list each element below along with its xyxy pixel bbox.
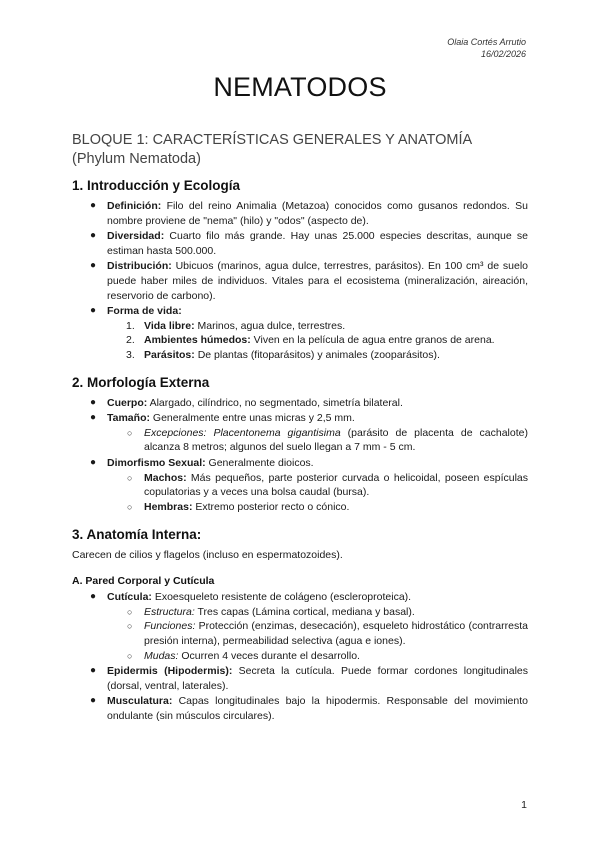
document-meta [447, 36, 526, 60]
bullet-icon: ● [90, 260, 97, 272]
subsection-heading-pared: A. Pared Corporal y Cutícula [72, 575, 215, 588]
forma-vida-list [107, 319, 528, 363]
anatomia-intro: Carecen de cilios y flagelos (incluso en espermatozoides). [72, 549, 343, 562]
document-date: 16/02/2026 [480, 49, 526, 59]
bullet-icon: ● [90, 200, 97, 211]
circle-bullet-icon: ○ [127, 606, 133, 617]
list-item: 2. Ambientes húmedos: Viven en la película de agua entre granos de arena. [126, 334, 495, 347]
list-item: ● Dimorfismo Sexual: Generalmente dioicos. ○ Machos: Más pequeños, parte posterior curvada o helicoidal, poseen espículas copulatorias y a veces una bolsa caudal (bursa). ○ Hembras: Extremo posterior recto o cónico. [90, 456, 528, 513]
bullet-icon: ● [90, 695, 97, 707]
list-item: ● Definición: Filo del reino Animalia (Metazoa) conocidos como gusanos redondos. Su nombre proviene de "nema" (hilo) y "odos" (aspecto de). [90, 200, 528, 227]
circle-bullet-icon: ○ [127, 650, 133, 661]
morfologia-list [72, 396, 528, 515]
section-heading-morfologia: 2. Morfología Externa [72, 374, 210, 390]
pared-list [72, 590, 528, 723]
author-name: Olaia Cortés Arrutio [447, 37, 526, 47]
circle-bullet-icon: ○ [127, 427, 133, 438]
list-item: ○ Hembras: Extremo posterior recto o cónico. [127, 500, 350, 513]
list-item: ● Distribución: Ubicuos (marinos, agua dulce, terrestres, parásitos). En 100 cm³ de suelo puede haber miles de individuos. Vitales para el ecosistema (mineralización, aireación, reservorio de carbono). [90, 260, 528, 302]
list-item: ○ Machos: Más pequeños, parte posterior curvada o helicoidal, poseen espículas copulatorias y a veces una bolsa caudal (bursa). [127, 471, 528, 499]
circle-bullet-icon: ○ [127, 501, 133, 512]
list-item: ● Cutícula: Exoesqueleto resistente de colágeno (escleroproteica). ○ Estructura: Tres capas (Lámina cortical, mediana y basal). ○ Funciones: Protección (enzimas, desecación), esqueleto hidrostático (contrarresta presión interna), permeabilidad selectiva (agua e iones). ○ Mudas: Ocurren 4 veces durante el desarrollo. [90, 591, 528, 662]
bullet-icon: ● [90, 591, 97, 603]
list-item: ● Epidermis (Hipodermis): Secreta la cutícula. Puede formar cordones longitudinales (dorsal, ventral, laterales). [90, 665, 528, 692]
list-item: ● Diversidad: Cuarto filo más grande. Hay unas 25.000 especies descritas, aunque se estiman hasta 500.000. [90, 230, 528, 257]
bullet-icon: ● [90, 396, 97, 408]
bullet-icon: ● [90, 305, 97, 317]
list-item: ● Tamaño: Generalmente entre unas micras y 2,5 mm. ○ Excepciones: Placentonema gigantisima (parásito de placenta de cachalote) alcanza 8 metros; algunos del suelo llegan a 7 mm - 5 cm. [90, 412, 528, 454]
list-item: ○ Estructura: Tres capas (Lámina cortical, mediana y basal). [127, 605, 415, 618]
list-item: ● Forma de vida: 1. Vida libre: Marinos, agua dulce, terrestres. 2. Ambientes húmedos: Viven en la película de agua entre granos de arena. 3. Parásitos: De plantas (fitoparásitos) y animales (zooparásitos). [107, 304, 528, 362]
document-content [72, 131, 528, 725]
bullet-icon: ● [90, 230, 97, 242]
list-item: ○ Excepciones: Placentonema gigantisima (parásito de placenta de cachalote) alcanza 8 metros; algunos del suelo llegan a 7 mm - 5 cm. [127, 426, 528, 454]
bullet-icon: ● [90, 665, 97, 677]
document-title: NEMATODOS [213, 72, 387, 102]
circle-bullet-icon: ○ [127, 621, 133, 632]
list-item: ● Cuerpo: Alargado, cilíndrico, no segmentado, simetría bilateral. [90, 396, 403, 409]
page-number: 1 [521, 799, 527, 811]
list-item: 3. Parásitos: De plantas (fitoparásitos) y animales (zooparásitos). [126, 348, 440, 361]
introduccion-list [72, 199, 528, 363]
section-heading-introduccion: 1. Introducción y Ecología [72, 178, 241, 193]
circle-bullet-icon: ○ [127, 472, 133, 483]
list-item: ○ Mudas: Ocurren 4 veces durante el desarrollo. [127, 649, 360, 662]
block-heading: BLOQUE 1: CARACTERÍSTICAS GENERALES Y ANATOMÍA (Phylum Nematoda) [72, 132, 472, 167]
list-item: ● Musculatura: Capas longitudinales bajo la hipodermis. Responsable del movimiento ondulante (sin músculos circulares). [90, 695, 528, 723]
list-item: ○ Funciones: Protección (enzimas, desecación), esqueleto hidrostático (contrarresta presión interna), permeabilidad selectiva (agua e iones). [127, 620, 528, 648]
bullet-icon: ● [90, 456, 97, 468]
section-heading-anatomia: 3. Anatomía Interna: [72, 527, 202, 543]
list-item: 1. Vida libre: Marinos, agua dulce, terrestres. [126, 319, 346, 332]
bullet-icon: ● [90, 412, 97, 424]
